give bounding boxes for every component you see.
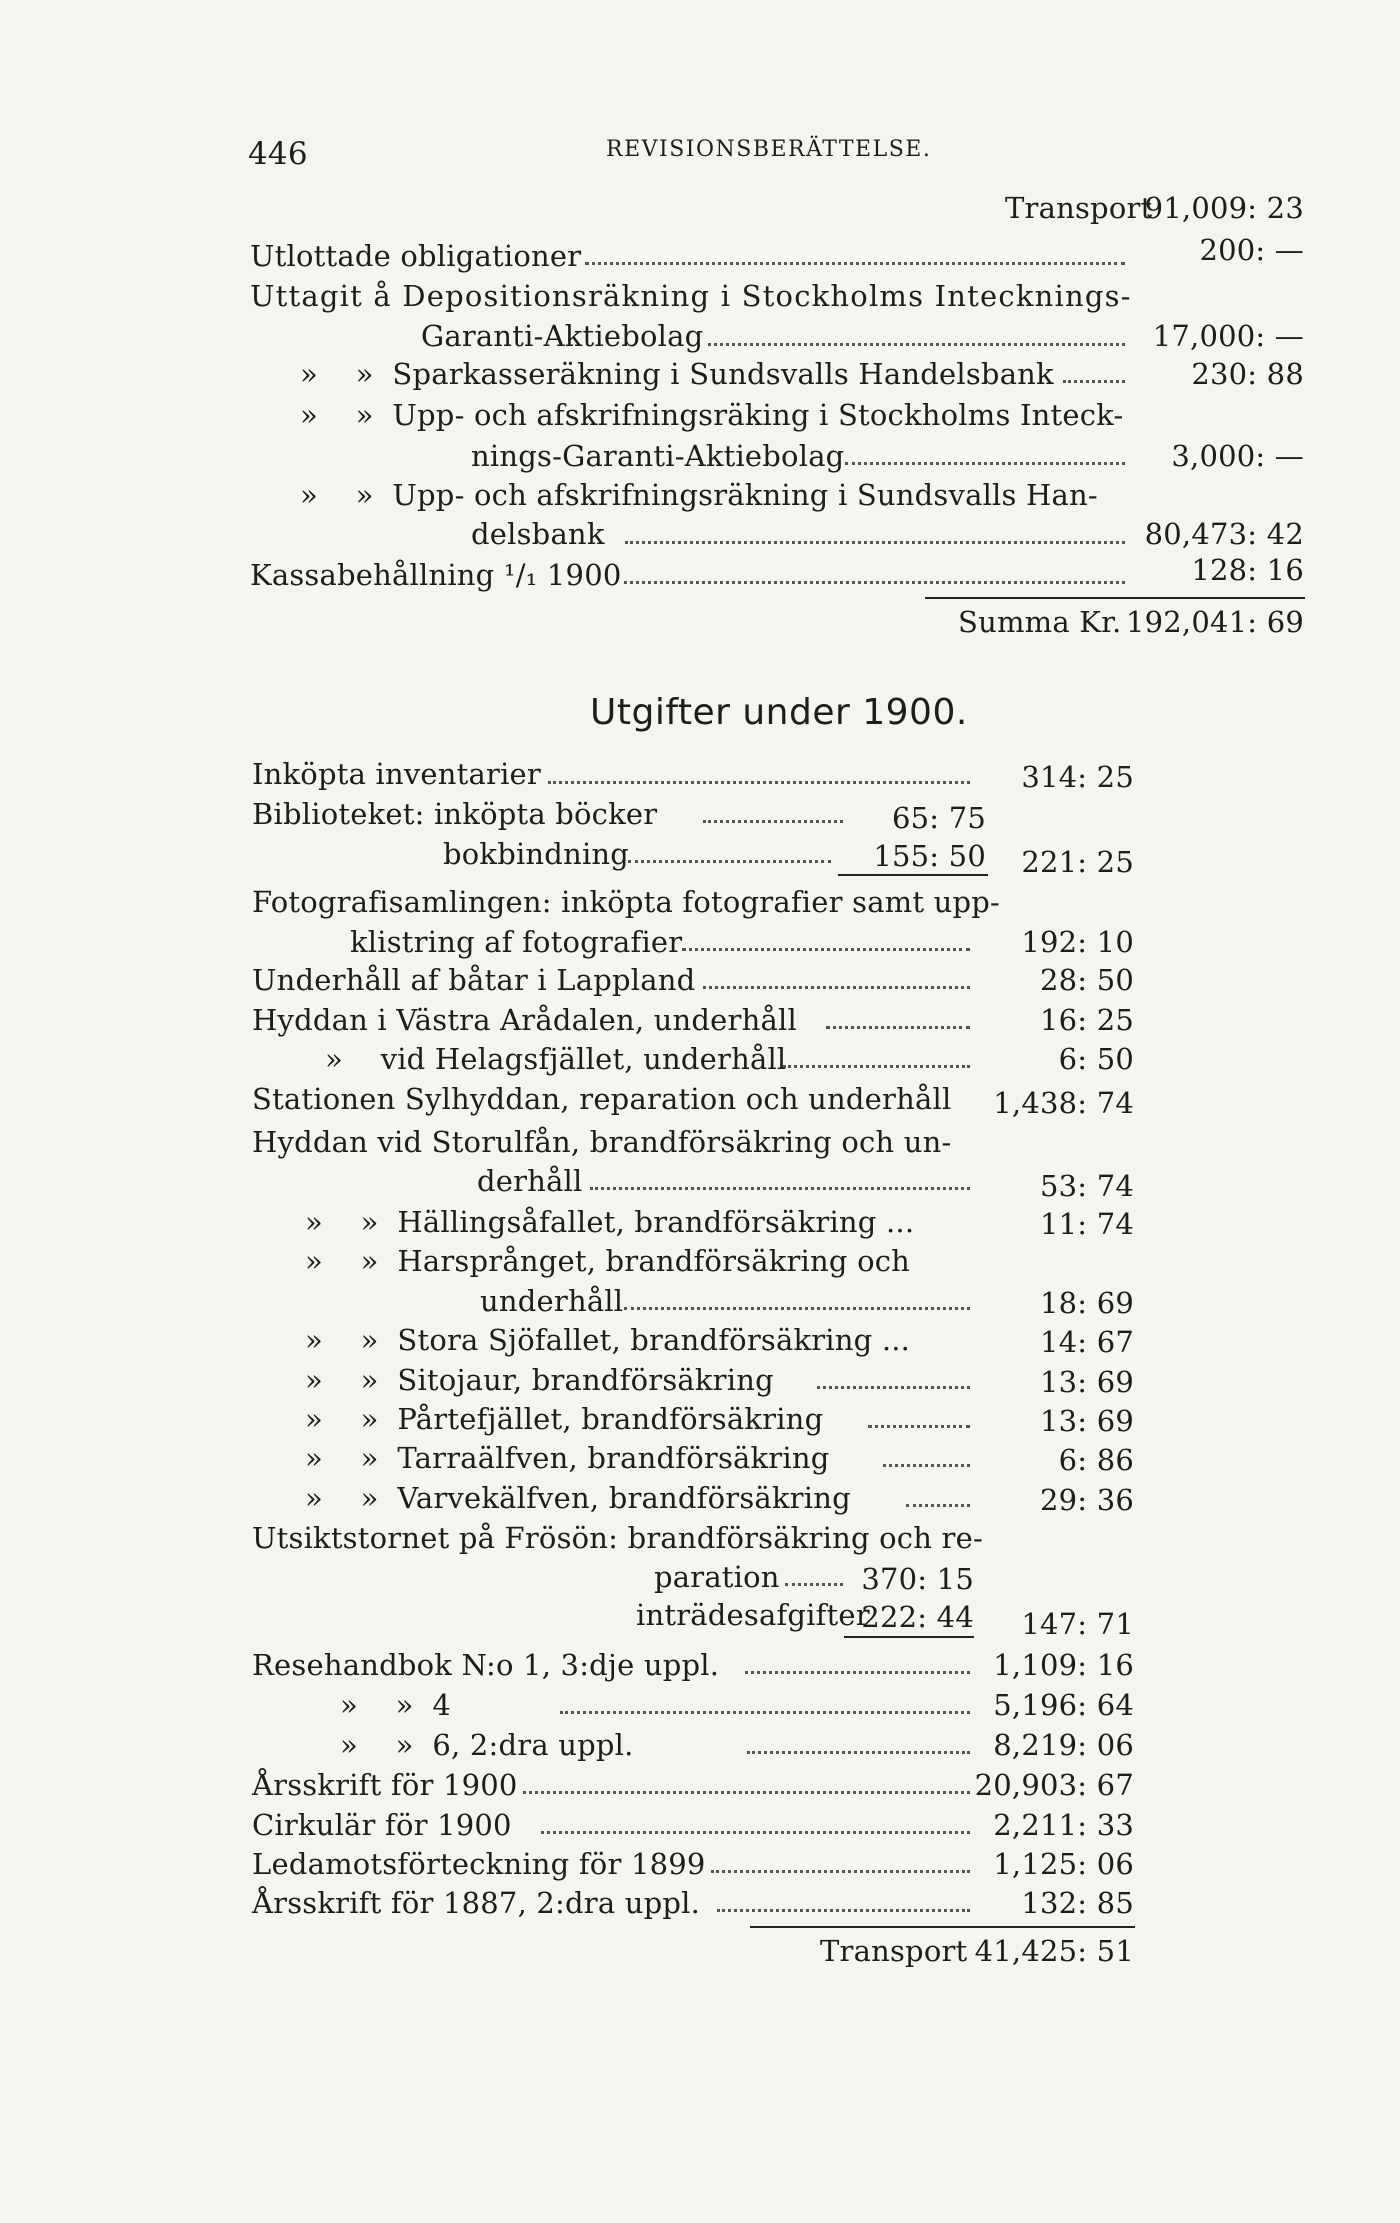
expense-row-label: » » Varvekälfven, brandförsäkring <box>305 1481 851 1515</box>
expense-row-value: 5,196: 64 <box>993 1688 1134 1722</box>
leader-dots <box>703 986 970 989</box>
income-row-label: » » Sparkasseräkning i Sundsvalls Handelsbank <box>300 357 1054 391</box>
expense-row-subvalue: 222: 44 <box>861 1600 974 1634</box>
leader-dots <box>845 462 1125 465</box>
sum-rule <box>925 597 1305 599</box>
expense-row-label: » » Sitojaur, brandförsäkring <box>305 1363 774 1397</box>
expense-row-value: 28: 50 <box>1040 963 1134 997</box>
expense-row-label: » » Harsprånget, brandförsäkring och <box>305 1244 911 1278</box>
summa-value: 192,041: 69 <box>1125 605 1304 639</box>
subtotal-rule <box>844 1636 974 1638</box>
income-row-label: Kassabehållning ¹/₁ 1900 <box>250 558 622 592</box>
leader-dots <box>625 541 1125 544</box>
expense-row-value: 16: 25 <box>1040 1003 1134 1037</box>
expense-row-value: 11: 74 <box>1040 1207 1134 1241</box>
subtotal-rule <box>838 874 988 876</box>
leader-dots <box>785 1583 843 1586</box>
income-row-value: 17,000: — <box>1152 319 1304 353</box>
income-row-label: Uttagit å Depositionsräkning i Stockholms Intecknings- <box>250 279 1132 313</box>
leader-dots <box>1063 380 1125 383</box>
leader-dots <box>708 343 1125 346</box>
expense-row-value: 20,903: 67 <box>974 1768 1134 1802</box>
expense-row-value: 13: 69 <box>1040 1404 1134 1438</box>
expense-row-value: 147: 71 <box>1021 1607 1134 1641</box>
expense-row-label: bokbindning <box>443 837 630 871</box>
expense-row-value: 6: 50 <box>1058 1042 1134 1076</box>
expense-row-subvalue: 65: 75 <box>892 801 986 835</box>
expense-row-label: Underhåll af båtar i Lappland <box>252 963 696 997</box>
leader-dots <box>541 1831 970 1834</box>
expense-row-value: 13: 69 <box>1040 1365 1134 1399</box>
expense-row-label: » » Hällingsåfallet, brandförsäkring ... <box>305 1205 915 1239</box>
expense-row-label: Fotografisamlingen: inköpta fotografier samt upp- <box>252 885 1001 919</box>
income-row-value: 230: 88 <box>1191 357 1304 391</box>
income-row-label: » » Upp- och afskrifningsräking i Stockholms Inteck- <box>300 398 1124 432</box>
expense-row-label: Resehandbok N:o 1, 3:dje uppl. <box>252 1648 720 1682</box>
expense-row-label: Årsskrift för 1887, 2:dra uppl. <box>252 1886 701 1920</box>
expense-row-value: 1,438: 74 <box>993 1086 1134 1120</box>
expense-row-label: » » 6, 2:dra uppl. <box>340 1728 634 1762</box>
leader-dots <box>711 1870 970 1873</box>
expense-row-label: Ledamotsförteckning för 1899 <box>252 1847 706 1881</box>
income-row-label: delsbank <box>471 517 605 551</box>
leader-dots <box>682 948 970 951</box>
expense-row-label: underhåll <box>480 1284 624 1318</box>
income-row-value: 128: 16 <box>1191 553 1304 587</box>
leader-dots <box>817 1386 970 1389</box>
expense-row-value: 2,211: 33 <box>993 1808 1134 1842</box>
leader-dots <box>624 1307 970 1310</box>
expense-row-label: » » Tarraälfven, brandförsäkring <box>305 1441 830 1475</box>
expense-row-value: 192: 10 <box>1021 925 1134 959</box>
expense-row-label: Hyddan vid Storulfån, brandförsäkring och un- <box>252 1125 952 1159</box>
expense-row-label: paration <box>654 1560 780 1594</box>
leader-dots <box>523 1791 970 1794</box>
summa-label: Summa Kr. <box>958 605 1122 639</box>
expense-row-value: 18: 69 <box>1040 1286 1134 1320</box>
expense-row-label: inträdesafgifter <box>636 1598 870 1632</box>
expense-row-label: Inköpta inventarier <box>252 757 541 791</box>
expenses-transport-label: Transport <box>820 1934 968 1968</box>
expense-row-value: 221: 25 <box>1021 845 1134 879</box>
income-transport-value: 91,009: 23 <box>1144 191 1304 225</box>
expense-row-subvalue: 370: 15 <box>861 1562 974 1596</box>
income-row-label: Garanti-Aktiebolag <box>421 319 704 353</box>
expense-row-label: derhåll <box>477 1164 583 1198</box>
leader-dots <box>590 1187 970 1190</box>
running-title: REVISIONSBERÄTTELSE. <box>606 137 932 162</box>
income-row-value: 3,000: — <box>1171 439 1304 473</box>
leader-dots <box>906 1504 970 1507</box>
expense-row-label: » » Pårtefjället, brandförsäkring <box>305 1402 824 1436</box>
expense-row-value: 8,219: 06 <box>993 1728 1134 1762</box>
income-row-label: » » Upp- och afskrifningsräkning i Sundsvalls Han- <box>300 478 1098 512</box>
expense-row-value: 1,125: 06 <box>993 1847 1134 1881</box>
sum-rule <box>750 1926 1135 1928</box>
expense-row-label: Hyddan i Västra Arådalen, underhåll <box>252 1003 797 1037</box>
leader-dots <box>628 860 831 863</box>
leader-dots <box>783 1065 970 1068</box>
leader-dots <box>548 781 970 784</box>
expenses-transport-value: 41,425: 51 <box>974 1934 1134 1968</box>
leader-dots <box>747 1751 970 1754</box>
expense-row-label: Utsiktstornet på Frösön: brandförsäkring och re- <box>252 1521 983 1555</box>
page-number: 446 <box>248 136 308 172</box>
expense-row-value: 1,109: 16 <box>993 1648 1134 1682</box>
expense-row-value: 314: 25 <box>1021 760 1134 794</box>
expense-row-value: 132: 85 <box>1021 1886 1134 1920</box>
leader-dots <box>560 1711 970 1714</box>
expense-row-value: 53: 74 <box>1040 1169 1134 1203</box>
section-title: Utgifter under 1900. <box>590 692 968 733</box>
leader-dots <box>826 1026 970 1029</box>
leader-dots <box>585 262 1125 265</box>
expense-row-label: Årsskrift för 1900 <box>252 1768 518 1802</box>
expense-row-value: 14: 67 <box>1040 1325 1134 1359</box>
expense-row-label: Cirkulär för 1900 <box>252 1808 512 1842</box>
expense-row-label: » vid Helagsfjället, underhåll <box>325 1042 787 1076</box>
expense-row-value: 29: 36 <box>1040 1483 1134 1517</box>
leader-dots <box>883 1464 970 1467</box>
income-transport-label: Transport <box>1005 191 1153 225</box>
income-row-value: 80,473: 42 <box>1144 517 1304 551</box>
expense-row-label: Biblioteket: inköpta böcker <box>252 797 658 831</box>
income-row-label: nings-Garanti-Aktiebolag <box>471 439 845 473</box>
expense-row-value: 6: 86 <box>1058 1443 1134 1477</box>
leader-dots <box>868 1425 970 1428</box>
leader-dots <box>717 1909 970 1912</box>
leader-dots <box>624 581 1125 584</box>
expense-row-subvalue: 155: 50 <box>873 839 986 873</box>
expense-row-label: Stationen Sylhyddan, reparation och underhåll <box>252 1082 952 1116</box>
leader-dots <box>703 820 843 823</box>
leader-dots <box>745 1671 970 1674</box>
expense-row-label: klistring af fotografier <box>350 925 683 959</box>
expense-row-label: » » Stora Sjöfallet, brandförsäkring ... <box>305 1323 911 1357</box>
income-row-value: 200: — <box>1199 233 1304 267</box>
income-row-label: Utlottade obligationer <box>250 239 582 273</box>
expense-row-label: » » 4 <box>340 1688 452 1722</box>
